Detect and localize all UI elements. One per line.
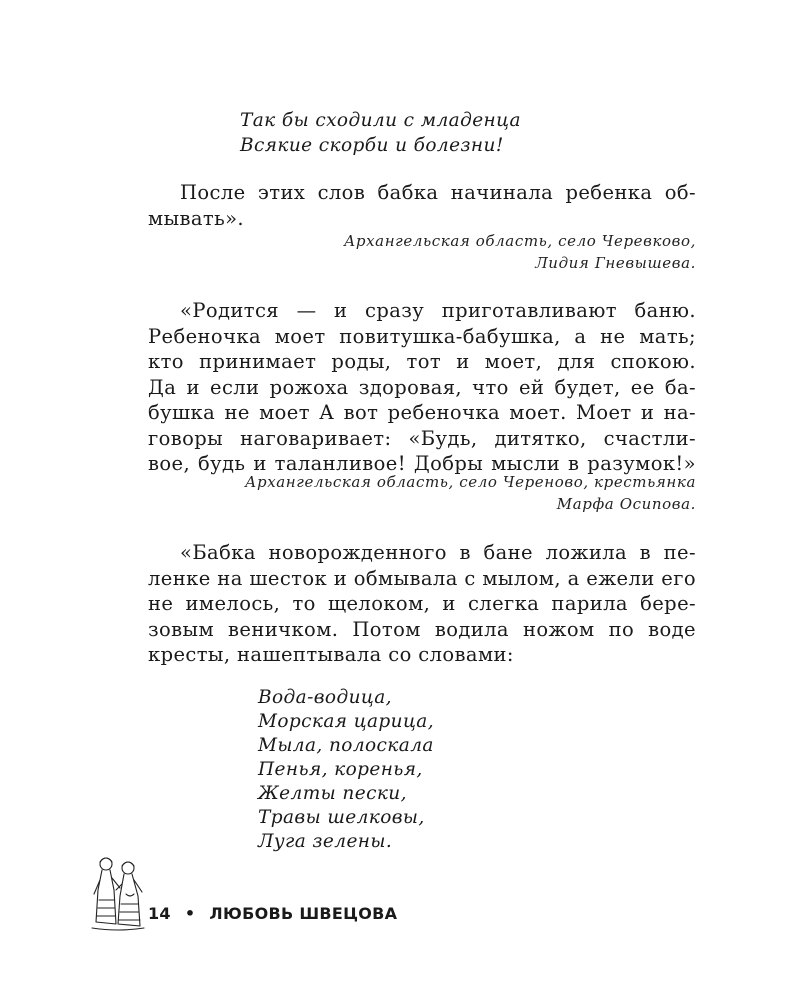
verse-line: Всякие скорби и болезни!	[240, 135, 504, 156]
paragraph-line: не имелось, то щелоком, и слегка парила бере-	[148, 592, 696, 615]
paragraph-2	[148, 298, 696, 477]
paragraph-line: вое, будь и таланливое! Добры мысли в разумок!»	[148, 452, 696, 475]
source-line: Архангельская область, село Черевково,	[343, 232, 696, 250]
verse-line: Мыла, полоскала	[258, 735, 434, 756]
verse-line: Так бы сходили с младенца	[240, 110, 521, 131]
paragraph-line: «Родится — и сразу приготавливают баню.	[180, 299, 696, 322]
paragraph-line: После этих слов бабка начинала ребенка об-	[180, 181, 696, 204]
source-line: Марфа Осипова.	[556, 495, 696, 513]
verse-top	[240, 108, 521, 158]
paragraph-line: бушка не моет А вот ребеночка моет. Моет и на-	[148, 401, 696, 424]
paragraph-line: кто принимает роды, тот и моет, для спокою.	[148, 350, 696, 373]
paragraph-line: Ребеночка моет повитушка-бабушка, а не мать;	[148, 324, 696, 348]
paragraph-line: Да и если рожоха здоровая, что ей будет, ее ба-	[148, 375, 696, 399]
verse-bottom	[258, 686, 434, 854]
paragraph-line: мывать».	[148, 206, 245, 230]
source-line: Архангельская область, село Череново, крестьянка	[245, 473, 696, 491]
paragraph-3	[148, 540, 696, 668]
paragraph-line: зовым веничком. Потом водила ножом по воде	[148, 617, 696, 641]
source-attribution-2	[245, 471, 696, 515]
paragraph-line: кресты, нашептывала со словами:	[148, 643, 514, 666]
source-attribution-1	[344, 230, 696, 274]
paragraph-1	[148, 180, 696, 231]
verse-line: Желты пески,	[258, 783, 407, 804]
source-line: Лидия Гневышева.	[535, 254, 696, 272]
verse-line: Пенья, коренья,	[258, 759, 423, 780]
page-number: 14	[148, 904, 171, 923]
paragraph-line: «Бабка новорожденного в бане ложила в пе-	[180, 541, 696, 564]
verse-line: Луга зелены.	[258, 831, 393, 852]
verse-line: Травы шелковы,	[258, 807, 425, 828]
paragraph-line: говоры наговаривает: «Будь, дитятко, счастли-	[148, 426, 696, 450]
running-author-title: ЛЮБОВЬ ШВЕЦОВА	[209, 904, 398, 923]
verse-line: Морская царица,	[258, 711, 435, 732]
page-footer	[148, 904, 397, 923]
verse-line: Вода-водица,	[258, 687, 392, 708]
folk-figures-vignette-icon	[90, 850, 146, 932]
paragraph-line: ленке на шесток и обмывала с мылом, а ежели его	[148, 566, 696, 590]
bullet-separator: •	[184, 904, 196, 923]
